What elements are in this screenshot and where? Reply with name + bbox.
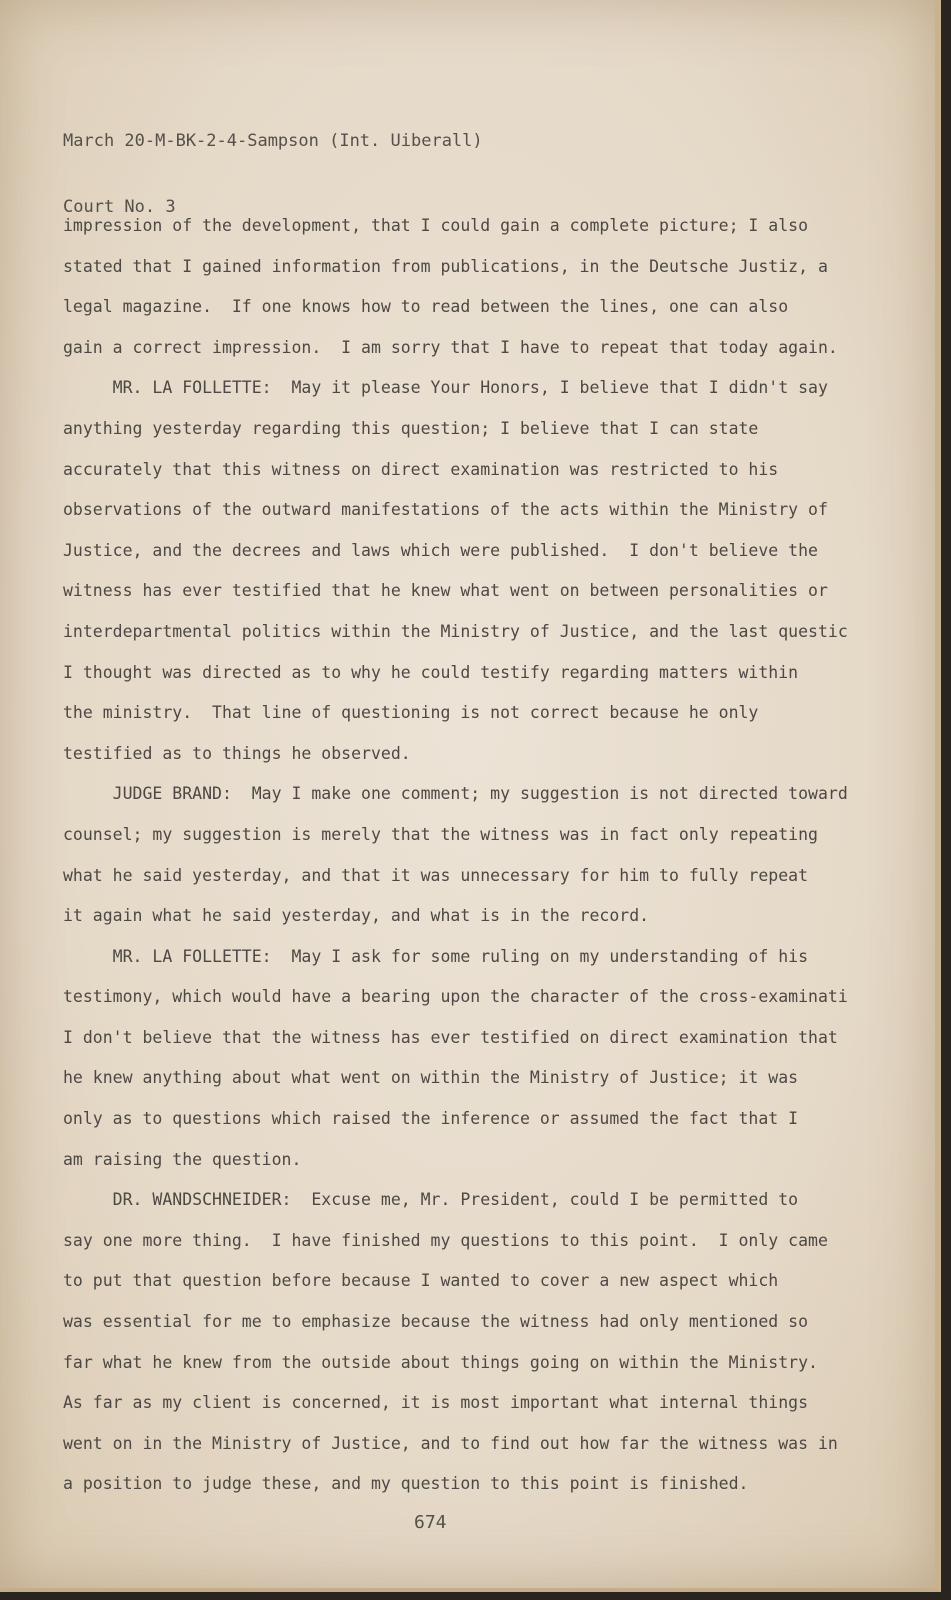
text-line: I thought was directed as to why he could testify regarding matters within xyxy=(63,662,799,682)
text-line: only as to questions which raised the inference or assumed the fact that I xyxy=(63,1109,799,1129)
text-line: JUDGE BRAND: May I make one comment; my suggestion is not directed toward xyxy=(63,784,848,804)
text-line: witness has ever testified that he knew what went on between personalities or xyxy=(63,581,828,601)
transcript-body xyxy=(63,206,943,1505)
page-number: 674 xyxy=(414,1512,447,1533)
text-line: Justice, and the decrees and laws which were published. I don't believe the xyxy=(63,540,818,560)
text-line: I don't believe that the witness has ever testified on direct examination that xyxy=(63,1027,838,1047)
text-line: am raising the question. xyxy=(63,1149,302,1169)
header-line-2: Court No. 3 xyxy=(63,197,176,217)
text-line: DR. WANDSCHNEIDER: Excuse me, Mr. President, could I be permitted to xyxy=(63,1190,799,1210)
text-line: impression of the development, that I could gain a complete picture; I also xyxy=(63,216,809,235)
text-line: stated that I gained information from publications, in the Deutsche Justiz, a xyxy=(63,256,828,276)
text-line: what he said yesterday, and that it was unnecessary for him to fully repeat xyxy=(63,865,809,885)
header-line-1: March 20-M-BK-2-4-Sampson (Int. Uiberall) xyxy=(63,131,483,151)
text-line: MR. LA FOLLETTE: May it please Your Honors, I believe that I didn't say xyxy=(63,378,828,398)
text-line: it again what he said yesterday, and what is in the record. xyxy=(63,906,650,926)
text-line: MR. LA FOLLETTE: May I ask for some ruling on my understanding of his xyxy=(63,946,809,966)
text-line: to put that question before because I wanted to cover a new aspect which xyxy=(63,1271,779,1291)
text-line: a position to judge these, and my question to this point is finished. xyxy=(63,1474,749,1494)
text-line: observations of the outward manifestations of the acts within the Ministry of xyxy=(63,500,828,520)
text-line: was essential for me to emphasize because the witness had only mentioned so xyxy=(63,1312,809,1332)
text-line: he knew anything about what went on within the Ministry of Justice; it was xyxy=(63,1068,799,1088)
text-line: testified as to things he observed. xyxy=(63,743,411,763)
text-line: say one more thing. I have finished my questions to this point. I only came xyxy=(63,1230,828,1250)
text-line: testimony, which would have a bearing upon the character of the cross-examinati xyxy=(63,987,848,1007)
text-line: legal magazine. If one knows how to read between the lines, one can also xyxy=(63,297,789,317)
text-line: interdepartmental politics within the Ministry of Justice, and the last questic xyxy=(63,621,848,641)
text-line: As far as my client is concerned, it is most important what internal things xyxy=(63,1393,809,1413)
text-line: anything yesterday regarding this question; I believe that I can state xyxy=(63,418,759,438)
text-line: accurately that this witness on direct examination was restricted to his xyxy=(63,459,779,479)
text-line: gain a correct impression. I am sorry that I have to repeat that today again. xyxy=(63,337,838,357)
text-line: counsel; my suggestion is merely that the witness was in fact only repeating xyxy=(63,824,818,844)
text-line: the ministry. That line of questioning is not correct because he only xyxy=(63,703,759,723)
text-line: far what he knew from the outside about things going on within the Ministry. xyxy=(63,1352,818,1372)
text-line: went on in the Ministry of Justice, and to find out how far the witness was in xyxy=(63,1433,838,1453)
